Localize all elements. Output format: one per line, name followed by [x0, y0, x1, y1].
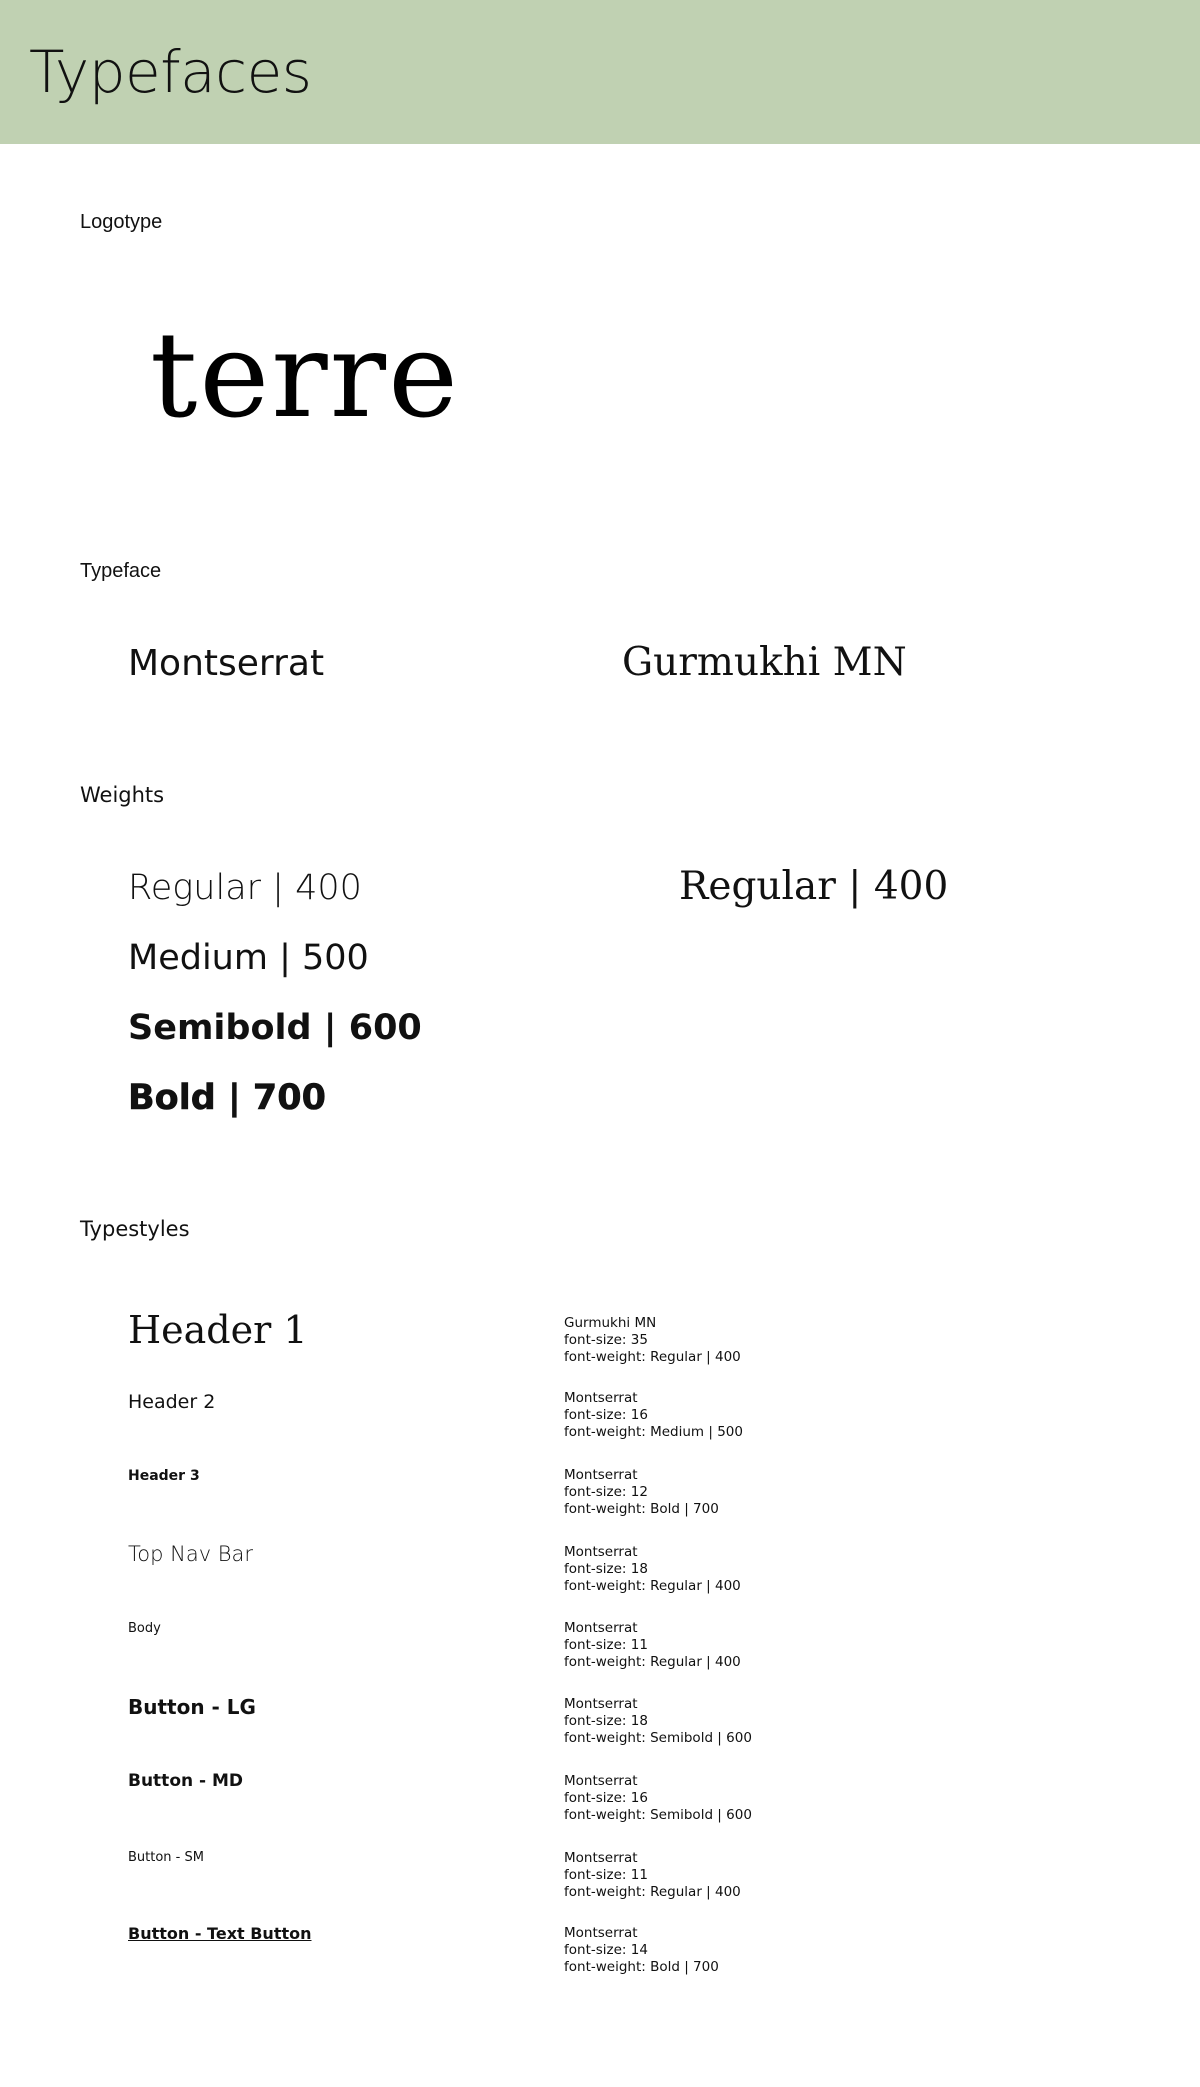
typestyle-spec-body: Montserrat font-size: 11 font-weight: Regular | 400 [564, 1620, 741, 1670]
typestyle-header-3: Header 3 [128, 1468, 200, 1484]
typestyle-spec-top-nav-bar: Montserrat font-size: 18 font-weight: Regular | 400 [564, 1544, 741, 1594]
typestyle-spec-header-3: Montserrat font-size: 12 font-weight: Bold | 700 [564, 1467, 719, 1517]
section-label-typeface: Typeface [80, 560, 162, 582]
typestyle-button-text-button: Button - Text Button [128, 1924, 312, 1943]
typeface-sample-montserrat: Montserrat [128, 643, 325, 684]
weight-sample-bold: Bold | 700 [128, 1078, 326, 1118]
typeface-sample-gurmukhi: Gurmukhi MN [622, 640, 907, 685]
logotype-wordmark: terre [150, 306, 460, 444]
typestyle-spec-button-sm: Montserrat font-size: 11 font-weight: Regular | 400 [564, 1850, 741, 1900]
typestyle-spec-button-md: Montserrat font-size: 16 font-weight: Semibold | 600 [564, 1773, 752, 1823]
weight-sample-regular: Regular | 400 [128, 868, 362, 908]
section-label-weights: Weights [80, 783, 165, 807]
typestyle-spec-header-1: Gurmukhi MN font-size: 35 font-weight: Regular | 400 [564, 1315, 741, 1365]
typestyle-button-lg: Button - LG [128, 1695, 256, 1719]
header-banner [0, 0, 1200, 144]
weight-sample-semibold: Semibold | 600 [128, 1008, 422, 1048]
section-label-logotype: Logotype [80, 211, 163, 233]
typestyle-spec-header-2: Montserrat font-size: 16 font-weight: Medium | 500 [564, 1390, 743, 1440]
typestyle-header-2: Header 2 [128, 1391, 216, 1413]
typestyle-spec-button-lg: Montserrat font-size: 18 font-weight: Semibold | 600 [564, 1696, 752, 1746]
typestyle-button-md: Button - MD [128, 1771, 244, 1791]
typestyle-button-sm: Button - SM [128, 1850, 204, 1865]
typestyle-body: Body [128, 1621, 161, 1636]
typestyle-top-nav-bar: Top Nav Bar [128, 1542, 254, 1566]
page-title: Typefaces [29, 38, 312, 106]
typestyle-header-1: Header 1 [128, 1308, 308, 1352]
typestyle-spec-button-text-button: Montserrat font-size: 14 font-weight: Bold | 700 [564, 1925, 719, 1975]
section-label-typestyles: Typestyles [80, 1217, 190, 1241]
weight-sample-medium: Medium | 500 [128, 938, 369, 978]
weight-sample-gurmukhi-regular: Regular | 400 [679, 864, 949, 909]
